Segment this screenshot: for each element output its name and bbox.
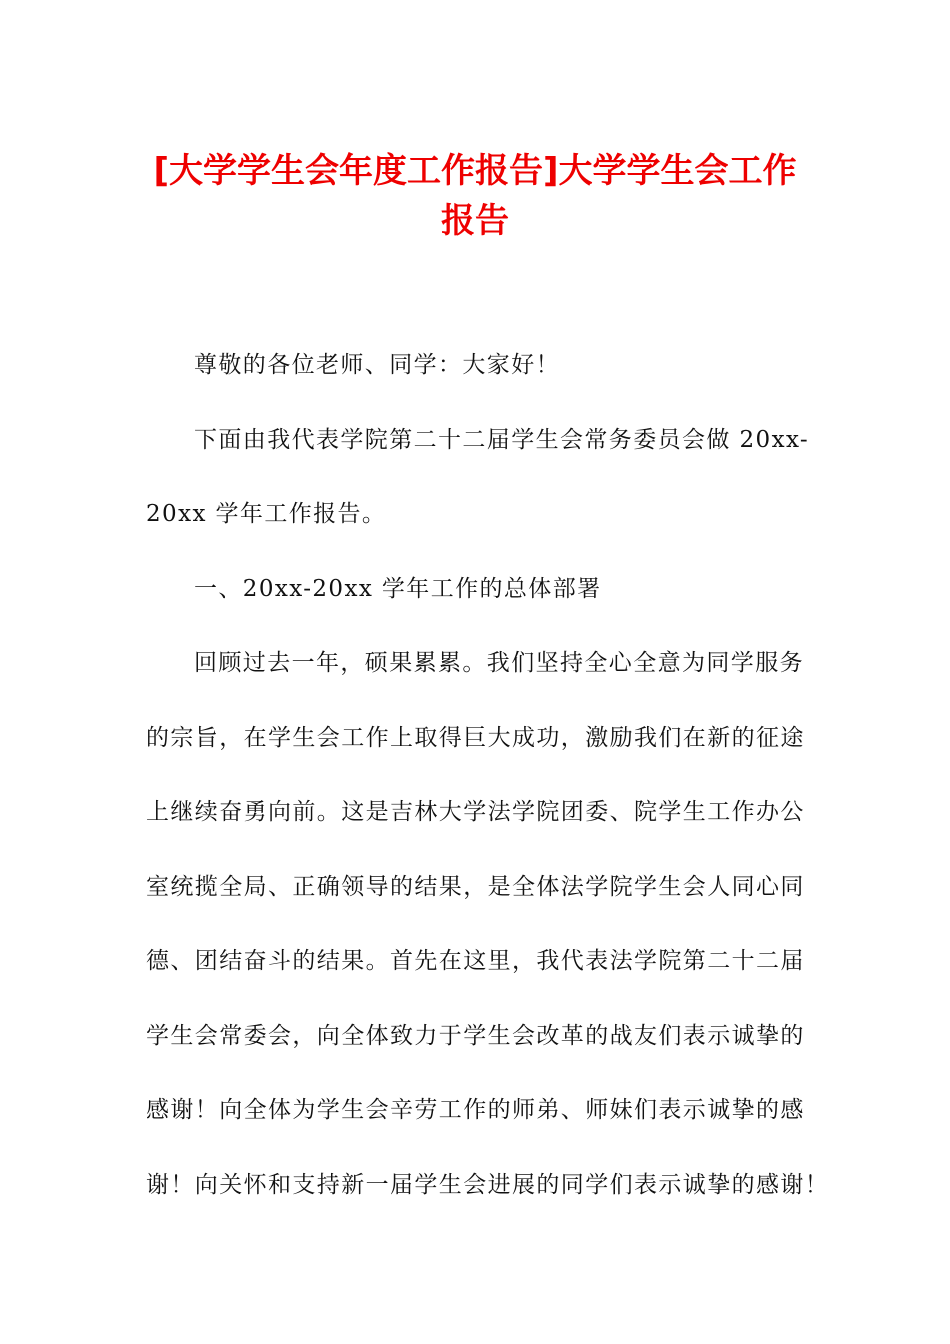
body-line: 下面由我代表学院第二十二届学生会常务委员会做 20xx-	[194, 426, 810, 453]
body-line: 上继续奋勇向前。这是吉林大学法学院团委、院学生工作办公	[146, 799, 805, 825]
body-line: 一、20xx-20xx 学年工作的总体部署	[194, 575, 602, 602]
body-line: 回顾过去一年，硕果累累。我们坚持全心全意为同学服务	[194, 650, 804, 676]
body-line: 的宗旨，在学生会工作上取得巨大成功，激励我们在新的征途	[146, 724, 805, 751]
body-line: 谢！向关怀和支持新一届学生会进展的同学们表示诚挚的感谢！	[146, 1171, 830, 1198]
title-line-2: 报告	[441, 201, 509, 241]
body-line: 感谢！向全体为学生会辛劳工作的师弟、师妹们表示诚挚的感	[146, 1097, 805, 1123]
body-line: 德、团结奋斗的结果。首先在这里，我代表法学院第二十二届	[146, 948, 805, 974]
body-line: 室统揽全局、正确领导的结果，是全体法学院学生会人同心同	[146, 873, 805, 900]
body-line: 尊敬的各位老师、同学：大家好！	[194, 352, 560, 378]
document-title	[140, 146, 810, 246]
body-line: 学生会常委会，向全体致力于学生会改革的战友们表示诚挚的	[146, 1022, 805, 1049]
body-line: 20xx 学年工作报告。	[146, 501, 387, 527]
document-body	[146, 328, 830, 1222]
title-line-1: [大学学生会年度工作报告]大学学生会工作	[153, 151, 797, 191]
